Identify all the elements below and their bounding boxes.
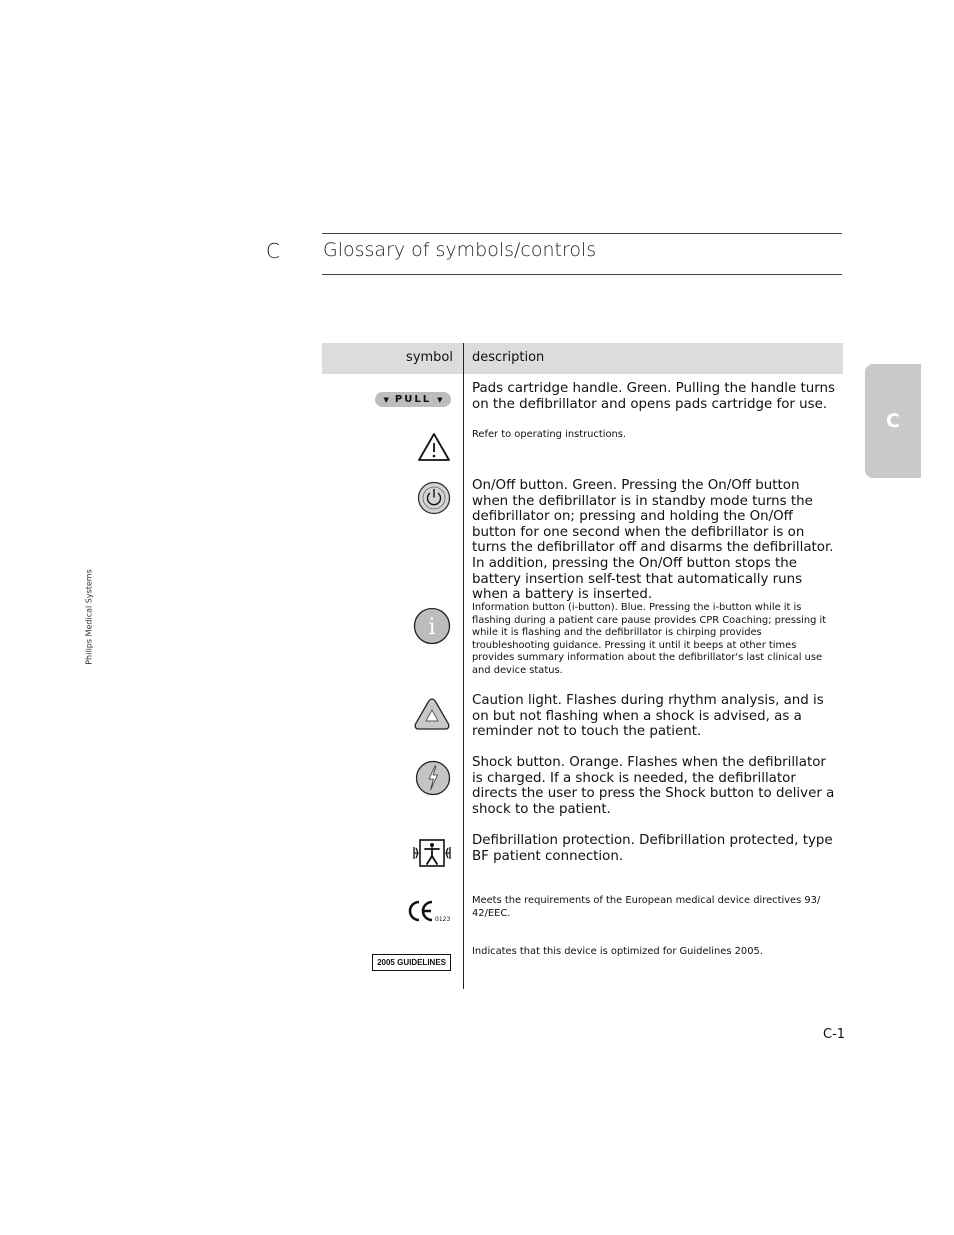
- column-divider: [463, 343, 464, 989]
- shock-button-icon: [415, 760, 451, 796]
- row-description: On/Off button. Green. Pressing the On/Off button when the defibrillator is in standby mode turns the defibrillator on; pressing and holding the On/Off button for one second when the defibrillator is on turns the defibrillator off and disarms the defibrillator. In addition, pressing the On/Off button stops the battery insertion self-test that automatically runs when a battery is inserted.: [472, 478, 834, 603]
- chapter-title: Glossary of symbols/controls: [323, 239, 597, 261]
- row-description: Defibrillation protection. Defibrillation protected, type BF patient connection.: [472, 833, 833, 864]
- title-rule-bottom: [322, 274, 842, 275]
- header-description: description: [472, 350, 545, 365]
- page-number: C-1: [823, 1027, 846, 1042]
- ce-mark-icon: [407, 899, 451, 923]
- arrow-down-icon: ▼: [383, 395, 389, 404]
- pull-handle-icon: [375, 392, 451, 407]
- row-description: Refer to operating instructions.: [472, 429, 627, 440]
- table-header: [322, 343, 843, 374]
- guidelines-badge-text: 2005 GUIDELINES: [372, 954, 451, 971]
- chapter-tab-letter: C: [886, 410, 900, 432]
- info-button-icon: [413, 607, 451, 645]
- row-description: Meets the requirements of the European medical device directives 93/ 42/EEC.: [472, 895, 821, 919]
- guidelines-2005-icon: [372, 954, 451, 971]
- row-description: Pads cartridge handle. Green. Pulling the handle turns on the defibrillator and opens pads cartridge for use.: [472, 381, 835, 412]
- row-description: Information button (i-button). Blue. Pressing the i-button while it is flashing during a patient care pause provides CPR Coaching; pressing it while it is flashing and the defibrillator is chirping provides troubleshooting guidance. Pressing it until it beeps at other times provides summary information about the defibrillator's last clinical use and device status.: [472, 602, 827, 676]
- info-symbol-text: i: [428, 615, 436, 640]
- arrow-down-icon: ▼: [437, 395, 443, 404]
- defibrillation-protection-icon: [413, 839, 451, 867]
- sidebar-company-text: Philips Medical Systems: [84, 569, 94, 665]
- caution-light-icon: [413, 697, 451, 731]
- header-symbol: symbol: [406, 350, 453, 365]
- chapter-letter: C: [266, 239, 280, 263]
- chapter-tab: [865, 364, 921, 478]
- title-rule-top: [322, 233, 842, 234]
- symbols-table: [322, 343, 843, 989]
- row-description: Shock button. Orange. Flashes when the defibrillator is charged. If a shock is needed, the defibrillator directs the user to press the Shock button to deliver a shock to the patient.: [472, 755, 835, 817]
- warning-triangle-icon: [417, 432, 451, 462]
- pull-label: PULL: [394, 394, 432, 405]
- ce-notified-body-number: 0123: [435, 916, 451, 923]
- row-description: Caution light. Flashes during rhythm analysis, and is on but not flashing when a shock is advised, as a reminder not to touch the patient.: [472, 693, 824, 740]
- row-description: Indicates that this device is optimized for Guidelines 2005.: [472, 946, 763, 957]
- power-button-icon: [417, 481, 451, 515]
